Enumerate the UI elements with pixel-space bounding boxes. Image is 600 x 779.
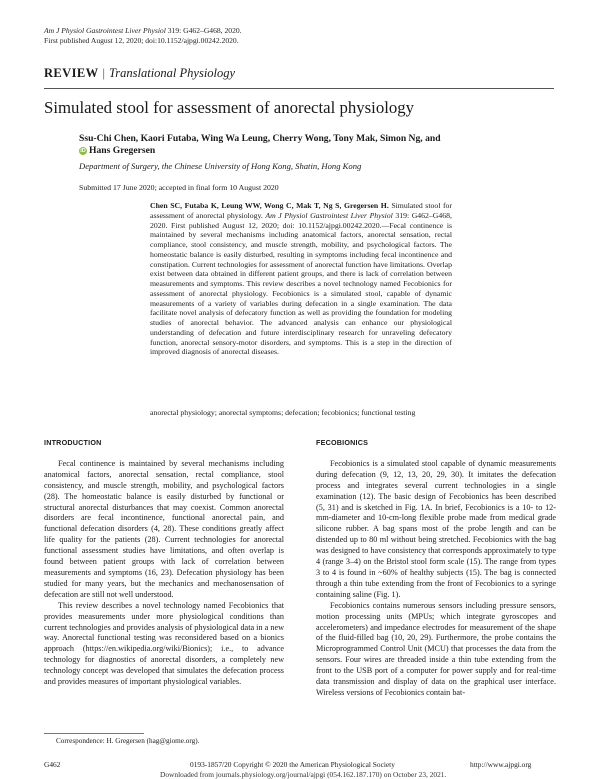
introduction-heading: INTRODUCTION: [44, 438, 102, 447]
journal-header: [44, 26, 242, 46]
download-notice: Downloaded from journals.physiology.org/journal/ajpgi (054.162.187.170) on October 23, 2021.: [160, 770, 447, 779]
section-sub: Translational Physiology: [109, 66, 236, 80]
page-number: G462: [44, 760, 61, 769]
affiliation: Department of Surgery, the Chinese University of Hong Kong, Shatin, Hong Kong: [79, 161, 362, 171]
submission-dates: Submitted 17 June 2020; accepted in final form 10 August 2020: [79, 183, 279, 192]
journal-url[interactable]: http://www.ajpgi.org: [470, 760, 532, 769]
fecobionics-paragraph-1: Fecobionics is a simulated stool capable of dynamic measurements during defecation (9, 12, 13, 20, 29, 30). It imitates the defecation process and integrates several current technologies in a single examination (12). The basic design of Fecobionics has been described (5, 31) and is sketched in Fig. 1A. In brief, Fecobionics is a 10- to 12-mm-diameter and 10-cm-long flexible probe made from medical grade silicone rubber. A bag spans most of the probe length and can be distended up to 80 ml without being stretched. Fecobionics with the bag was designed to have consistency that corresponds approximately to type 4 (range 3–4) on the Bristol stool form scale (15). The range from types 3 to 4 is found in ~60% of healthy subjects (15). The bag is connected through a thin tube extending from the front of Fecobionics to a syringe containing saline (Fig. 1).: [316, 458, 556, 599]
authors-line-2: [79, 145, 519, 157]
fecobionics-heading: FECOBIONICS: [316, 438, 369, 447]
review-label: REVIEW: [44, 66, 99, 80]
intro-paragraph-1: Fecal continence is maintained by several mechanisms including anatomical factors, anorectal sensation, rectal compliance, stool consistency, and muscle strength, mobility, and psychological factors (28). The homeostatic balance is easily disturbed by functional or structural anorectal disturbances that may coexist. Common anorectal disorders are fecal incontinence, functional anorectal pain, and functional defecation disorders (4, 28). These conditions greatly affect life quality for the patients (28). Current technologies for anorectal functional assessment studies have limitations, and often overlap is found between patient groups with lack of correlation between measurements and symptoms (16, 23). Defecation physiology has been studied for many years, but the mechanics and mechanosensation of defecation are still not well understood.: [44, 458, 284, 599]
introduction-column: [44, 438, 284, 688]
intro-paragraph-2: This review describes a novel technology named Fecobionics that provides measurements under more physiological conditions than current technologies and provides analysis of physiological data in a new way. Anorectal functional testing was reconsidered based on a bionics approach (https://en.wikipedia.org/wiki/Bionics); i.e., to advance technology for diagnostics of anorectal disorders, a completely new technology concept was developed that simulates the defecation process and provides measures of important physiological variables.: [44, 600, 284, 687]
authors-line-1: Ssu-Chi Chen, Kaori Futaba, Wing Wa Leung, Cherry Wong, Tony Mak, Simon Ng, and: [79, 133, 441, 144]
journal-pages: 319: G462–G468, 2020.: [165, 26, 242, 35]
section-label: [44, 66, 235, 81]
header-rule: [44, 88, 554, 89]
fecobionics-column: [316, 438, 556, 699]
abstract-journal: Am J Physiol Gastrointest Liver Physiol: [265, 210, 393, 220]
journal-name: Am J Physiol Gastrointest Liver Physiol: [44, 26, 166, 35]
first-published-line: First published August 12, 2020; doi:10.1152/ajpgi.00242.2020.: [44, 35, 239, 45]
abstract: [150, 201, 452, 357]
author-last: Hans Gregersen: [89, 145, 156, 157]
keywords: anorectal physiology; anorectal symptoms; defecation; fecobionics; functional testing: [150, 408, 416, 417]
fecobionics-paragraph-2: Fecobionics contains numerous sensors including pressure sensors, motion processing units (MPUs; which integrate gyroscopes and accelerometers) and impedance electrodes for measurement of the shape of the fluid-filled bag (10, 20, 29). Furthermore, the probe contains the Microprogrammed Control Unit (MCU) that processes the data from the sensors. Four wires are threaded inside a thin tube extending from the front to the USB port of a computer for power supply and for real-time data transmission and display of data on the graphical user interface. Wireless versions of Fecobionics contain bat-: [316, 600, 556, 697]
abstract-body-2: 319: G462–G468, 2020. First published August 12, 2020; doi: 10.1152/ajpgi.00242.2020.—Fecal continence is maintained by several mechanisms including anatomical factors, anorectal sensation, rectal compliance, stool consistency, and muscle strength, mobility, and psychological factors. The homeostatic balance is easily disturbed, resulting in symptoms including fecal incontinence and constipation. Current technologies for assessment of anorectal function have limitations. Overlap exist between data obtained in different patient groups, and there is lack of correlation between measurements and symptoms. This review describes a novel technology named Fecobionics for assessment of anorectal physiology. Fecobionics is a simulated stool, capable of dynamic measurements of a variety of variables during defecation in a single examination. The data facilitate novel analysis of defecatory function as well as providing the foundation for modeling studies of anorectal behavior. The advanced analysis can enhance our physiological understanding of defecation and future interdisciplinary research for unraveling defecatory function, anorectal sensory-motor disorders, and symptoms. This is a step in the direction of improved diagnosis of anorectal diseases.: [150, 210, 452, 357]
copyright-line: 0193-1857/20 Copyright © 2020 the American Physiological Society: [190, 760, 395, 769]
correspondence-footnote: Correspondence: H. Gregersen (hag@giome.org).: [56, 737, 200, 745]
abstract-citation: Chen SC, Futaba K, Leung WW, Wong C, Mak T, Ng S, Gregersen H.: [150, 201, 389, 210]
footnote-rule: [44, 733, 144, 734]
abstract-body-1: Simulated stool for assessment of anorectal physiology.: [150, 201, 452, 220]
article-title: Simulated stool for assessment of anorectal physiology: [44, 98, 415, 117]
orcid-icon[interactable]: iD: [80, 148, 86, 155]
section-divider: |: [102, 66, 106, 80]
author-list: [79, 133, 519, 158]
